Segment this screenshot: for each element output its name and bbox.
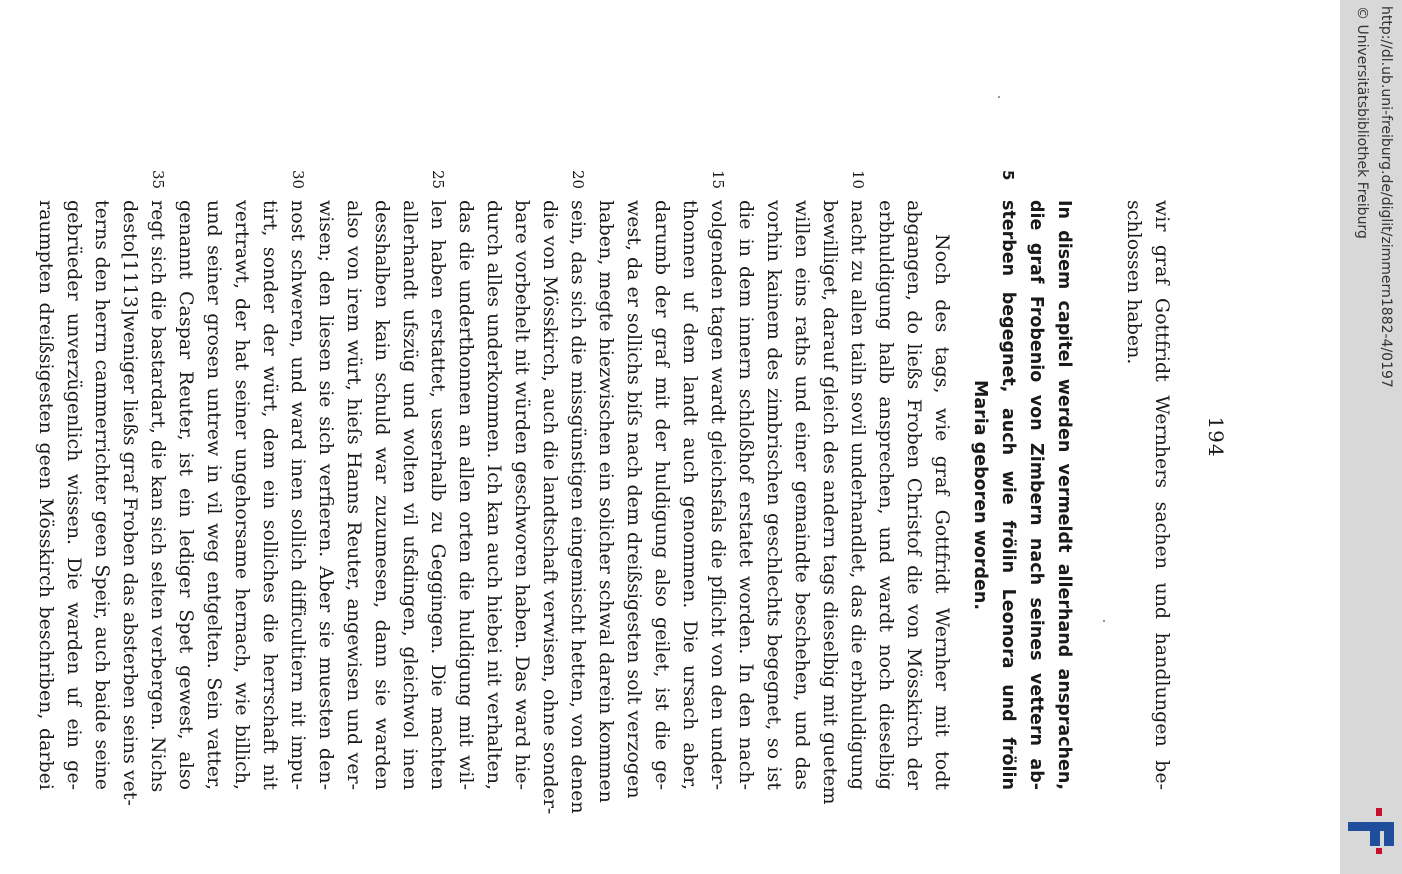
copyright-notice: © Universitätsbibliothek Freiburg [1354,6,1370,239]
line-text: willen eins raths und einer gemaindte beschehen, und das [791,200,813,790]
text-line [620,200,648,799]
text-line [284,170,312,790]
line-text: In disem capitel werden vermeldt allerhand ansprachen, [1054,200,1074,790]
line-text: erbhuldigung halb ansprechen, und wardt noch dieselbig [875,200,897,790]
line-text: nacht zu allen tailn sovil underhandlet, das die erbhuldigung [847,200,869,790]
chapter-summary [966,170,1078,790]
line-text: durch alles underkommen. Ich kan auch hiebei nit verhalten, [483,200,505,790]
line-text: darumb der graf mit der huldigung also geilet, ist die ge- [651,200,673,790]
line-text: terns den herrn cammerrichter geen Speir, auch baide seine [91,200,113,790]
text-line [966,200,994,790]
text-line [816,200,844,805]
line-text: vertrawt, der hat seiner ungehorsame hernach, wie billich, [231,200,253,790]
line-text: vorhin kainem des zimbrischen geschlechts begegnet, so ist [763,200,785,790]
line-text: thonnen uf dem landt auch genommen. Die ursach aber, [679,200,701,790]
viewer-sidebar [1340,0,1402,874]
line-text: regt sich die bastardart, die kan sich selten verbergen. Nichs [147,200,169,793]
line-text: tirt, sonder der würt, dem ein solliches die herrschaft nit [259,200,281,790]
line-text: desshalben kain schuld war zuzumesen, dann sie warden [371,200,393,790]
text-line [994,170,1022,790]
text-line [676,200,704,790]
line-text: len haben erstattet, usserhalb zu Geggingen. Die machten [427,200,449,790]
line-text: das die underthonnen an allen orten die huldigung mit wil- [455,200,477,790]
line-text: genannt Caspar Reuter, ist ein lediger Spet gewest, also [175,200,197,790]
line-text: nost schweren, und ward inen sollich difficultiern nit impu- [287,200,309,790]
text-line [928,200,956,790]
line-text: bare vorbehelt nit würden geschworen haben. Das ward hie- [511,200,533,790]
speck [998,96,1000,98]
line-number: 15 [709,170,727,190]
text-line [60,200,88,790]
text-line [452,200,480,790]
line-text: raumpten dreißsigesten geen Mösskirch beschriben, darbei [35,200,57,790]
line-text: Noch des tags, wie graf Gottfridt Wernher mit todt [931,234,953,790]
text-line [844,170,872,790]
line-text: die graf Frobenio von Zimbern nach seines vettern ab- [1026,200,1046,790]
text-line [116,200,144,806]
text-line [256,200,284,790]
intro-paragraph [1120,200,1176,790]
text-line [340,200,368,790]
line-text: sterben begegnet, auch wie frölin Leonora und frölin [998,200,1018,790]
text-line: schlossen haben. [1123,200,1145,365]
line-number: 5 [999,170,1017,181]
text-line [508,200,536,790]
line-number: 35 [149,170,167,190]
line-text: abgangen, do ließs Froben Christof die von Mösskirch der [903,200,925,790]
line-text: und seiner grosen untrew in vil weg entgelten. Sein vatter, [203,200,225,790]
text-line [172,200,200,790]
line-text: wisen; den liesen sie sich verfieren. Aber sie muesten den- [315,200,337,790]
text-line [900,200,928,790]
line-text: also von irem würt, hieſs Hanns Reuter, angewisen und ver- [343,200,365,790]
text-line [1022,200,1050,790]
line-number: 10 [849,170,867,190]
line-text: sein, das sich die missgünstigen eingemischt hetten, von denen [567,200,589,814]
line-text: Maria geboren worden. [970,379,990,611]
page-number: 194 [1204,416,1228,458]
sidebar-text [1340,0,1402,874]
text-line [32,200,60,790]
text-line [480,200,508,790]
text-line [368,200,396,790]
line-text: allerhandt ufszüg und wolten vil ufsdingen, gleichwol inen [399,200,421,790]
text-line [536,200,564,815]
text-line [1050,200,1078,790]
line-text: haben, megte hiezwischen ein solicher schwal darein kommen [595,200,617,803]
source-url[interactable]: http://dl.ub.uni-freiburg.de/diglit/zimmern1882-4/0197 [1378,6,1394,388]
text-line [424,170,452,790]
line-text: die in dem innern schloßhof erstatet worden. In den nach- [735,200,757,790]
text-line [228,200,256,790]
body-text [32,170,956,815]
speck [1103,620,1105,622]
text-line [872,200,900,790]
line-number: 25 [429,170,447,190]
text-line [200,200,228,790]
line-text: volgenden tagen wardt gleichsfals die pflicht von den under- [707,200,729,790]
line-text: west, da er sollichs biſs nach dem dreißsigesten solt verzogen [623,200,645,799]
text-line [760,200,788,790]
line-text: bewilliget, darauf gleich des andern tags dieselbig mit guetem [819,200,841,805]
text-line [144,170,172,793]
line-text: die von Mösskirch, auch die landtschaft verwisen, ohne sonder- [539,200,561,815]
text-line [732,200,760,790]
ub-freiburg-logo-icon [1348,808,1394,854]
text-line [704,170,732,790]
line-text: desto[1113]weniger ließs graf Froben das absterben seins vet- [119,200,141,806]
text-line [788,200,816,790]
line-text: gebrüeder unverzügenlich wissen. Die warden uf ein ge- [63,200,85,790]
text-line [88,200,116,790]
text-line [312,200,340,790]
text-line [564,170,592,814]
text-line: wir graf Gottfridt Wernhers sachen und handlungen be- [1151,200,1173,790]
text-line [648,200,676,790]
text-line [592,200,620,803]
line-number: 30 [289,170,307,190]
line-number: 20 [569,170,587,190]
text-line [396,200,424,790]
